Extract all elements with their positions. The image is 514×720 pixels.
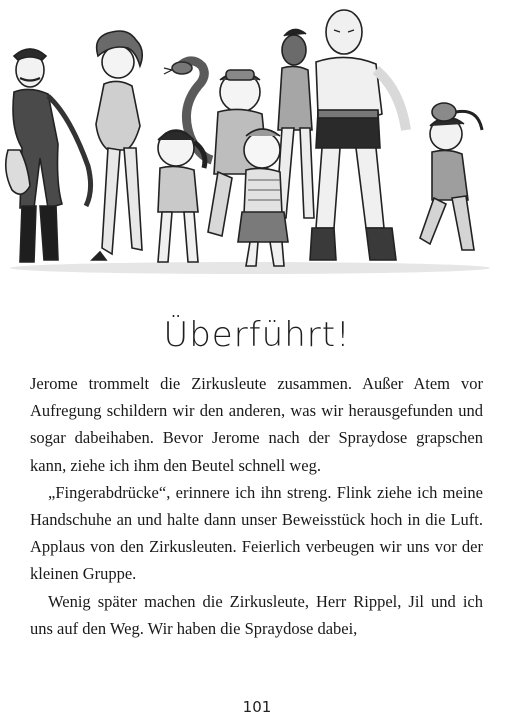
girl-striped-figure: [238, 129, 288, 266]
page-number: 101: [242, 698, 272, 716]
acrobat-figure: [276, 29, 314, 218]
body-text: [30, 370, 483, 642]
lady-figure: [92, 31, 142, 260]
running-boy-figure: [420, 103, 482, 250]
chapter-title: Überführt!: [163, 314, 351, 355]
ringmaster-figure: [6, 49, 91, 262]
strongman-figure: [310, 10, 406, 260]
paragraph: „Fingerabdrücke“, erinnere ich ihn streng. Flink ziehe ich meine Handschuhe an und halte dann unser Beweisstück hoch in die Luft. Applaus von den Zirkusleuten. Feierlich verbeugen wir uns vor der kleinen Gruppe.: [30, 482, 483, 584]
circus-troupe-illustration: [0, 0, 514, 280]
paragraph: Wenig später machen die Zirkusleute, Herr Rippel, Jil und ich uns auf den Weg. Wir haben die Spraydose dabei,: [30, 591, 483, 638]
paragraph: Jerome trommelt die Zirkusleute zusammen. Außer Atem vor Aufregung schildern wir den anderen, was wir herausgefunden und sogar dabeihaben. Bevor Jerome nach der Spraydose grapschen kann, ziehe ich ihm den Beutel schnell weg.: [30, 374, 483, 475]
